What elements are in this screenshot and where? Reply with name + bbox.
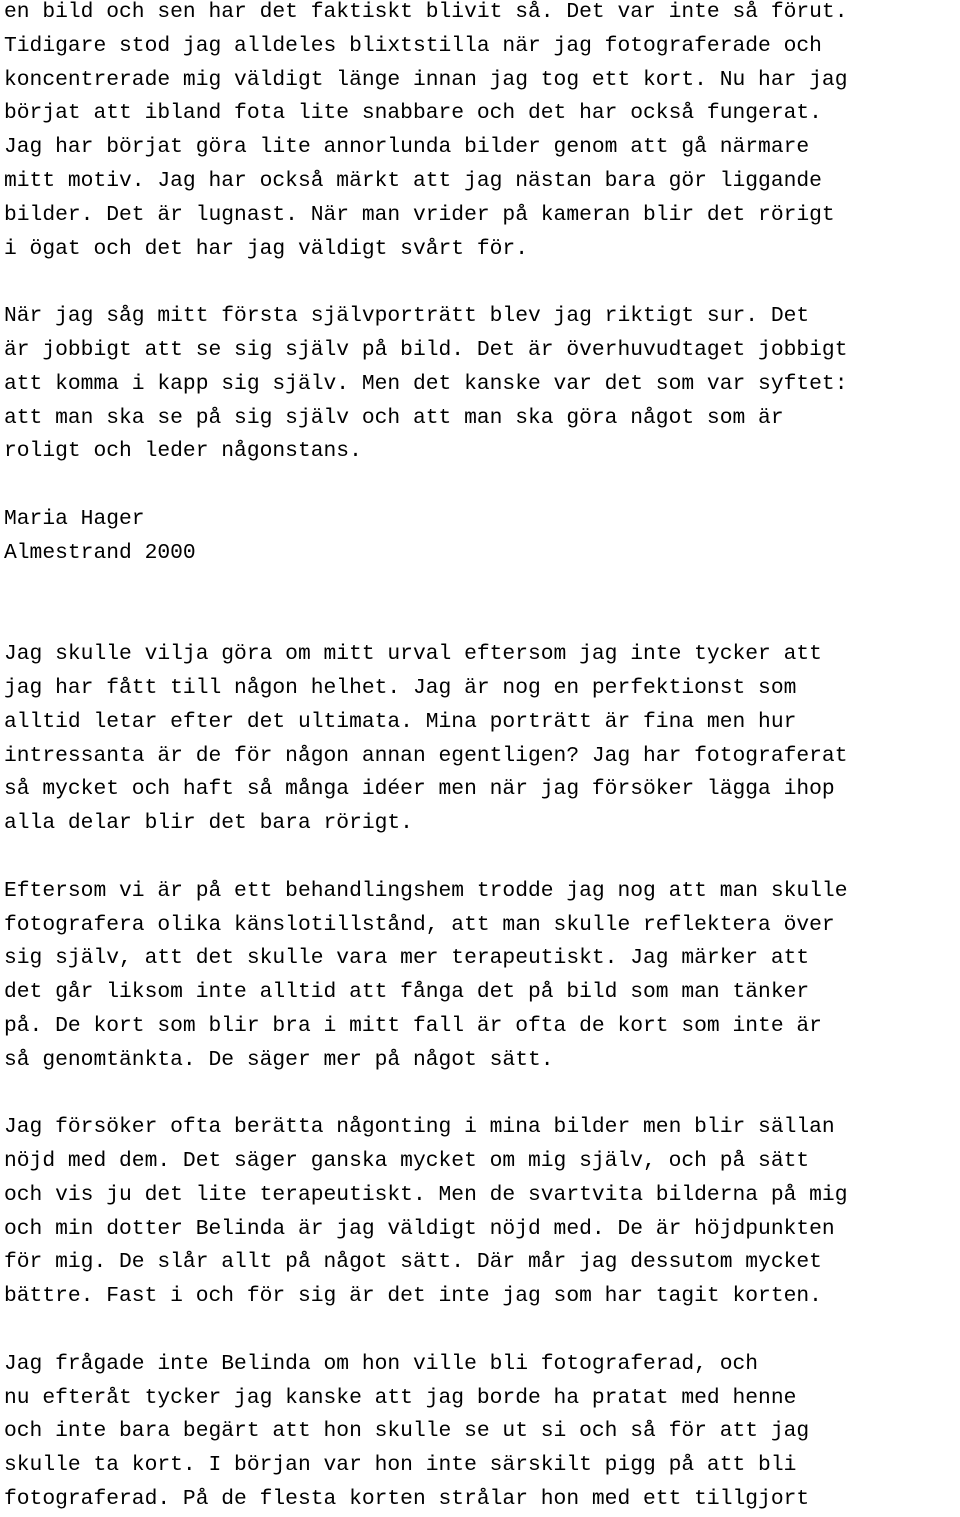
paragraph-storytelling <box>4 1111 960 1314</box>
text-line: för mig. De slår allt på något sätt. Där mår jag dessutom mycket <box>4 1250 822 1275</box>
text-line: Tidigare stod jag alldeles blixtstilla när jag fotograferade och <box>4 33 822 58</box>
text-line: jag har fått till någon helhet. Jag är nog en perfektionst som <box>4 675 797 700</box>
text-line: Jag skulle vilja göra om mitt urval eftersom jag inte tycker att <box>4 642 822 667</box>
text-line: bilder. Det är lugnast. När man vrider på kameran blir det rörigt <box>4 202 835 227</box>
paragraph-self-portrait <box>4 300 960 469</box>
document-page <box>4 0 960 1517</box>
paragraph-spacer <box>4 469 960 503</box>
section-spacer <box>4 571 960 639</box>
text-line: att man ska se på sig själv och att man ska göra något som är <box>4 405 784 430</box>
paragraph-selection <box>4 638 960 841</box>
text-line: intressanta är de för någon annan egentligen? Jag har fotograferat <box>4 743 848 768</box>
text-line: Jag försöker ofta berätta någonting i mina bilder men blir sällan <box>4 1115 835 1140</box>
text-line: det går liksom inte alltid att fånga det på bild som man tänker <box>4 980 810 1005</box>
paragraph-spacer <box>4 841 960 875</box>
text-line: fotografera olika känslotillstånd, att man skulle reflektera över <box>4 912 835 937</box>
text-line: När jag såg mitt första självporträtt blev jag riktigt sur. Det <box>4 304 810 329</box>
author-place-year: Almestrand 2000 <box>4 540 196 565</box>
text-line: sig själv, att det skulle vara mer terapeutiskt. Jag märker att <box>4 946 810 971</box>
text-line: på. De kort som blir bra i mitt fall är ofta de kort som inte är <box>4 1013 822 1038</box>
author-name: Maria Hager <box>4 506 145 531</box>
text-line: Jag frågade inte Belinda om hon ville bli fotograferad, och <box>4 1351 759 1376</box>
text-line: fotograferad. På de flesta korten strålar hon med ett tillgjort <box>4 1487 810 1512</box>
text-line: så mycket och haft så många idéer men när jag försöker lägga ihop <box>4 777 835 802</box>
text-line: alla delar blir det bara rörigt. <box>4 811 413 836</box>
text-line: börjat att ibland fota lite snabbare och det har också fungerat. <box>4 101 822 126</box>
text-line: och min dotter Belinda är jag väldigt nöjd med. De är höjdpunkten <box>4 1216 835 1241</box>
paragraph-belinda <box>4 1348 960 1517</box>
text-line: en bild och sen har det faktiskt blivit så. Det var inte så förut. <box>4 0 848 24</box>
text-line: att komma i kapp sig själv. Men det kanske var det som var syftet: <box>4 371 848 396</box>
text-line: bättre. Fast i och för sig är det inte jag som har tagit korten. <box>4 1284 822 1309</box>
paragraph-spacer <box>4 266 960 300</box>
paragraph-spacer <box>4 1314 960 1348</box>
paragraph-photography-style <box>4 0 960 266</box>
author-signature <box>4 503 960 571</box>
text-line: koncentrerade mig väldigt länge innan jag tog ett kort. Nu har jag <box>4 67 848 92</box>
text-line: Jag har börjat göra lite annorlunda bilder genom att gå närmare <box>4 135 810 160</box>
text-line: nöjd med dem. Det säger ganska mycket om mig själv, och på sätt <box>4 1149 810 1174</box>
paragraph-treatment-home <box>4 875 960 1078</box>
text-line: i ögat och det har jag väldigt svårt för. <box>4 236 528 261</box>
text-line: skulle ta kort. I början var hon inte särskilt pigg på att bli <box>4 1453 797 1478</box>
text-line: är jobbigt att se sig själv på bild. Det är överhuvudtaget jobbigt <box>4 337 848 362</box>
text-line: så genomtänkta. De säger mer på något sätt. <box>4 1047 554 1072</box>
text-line: roligt och leder någonstans. <box>4 439 362 464</box>
paragraph-spacer <box>4 1078 960 1112</box>
text-line: alltid letar efter det ultimata. Mina porträtt är fina men hur <box>4 709 797 734</box>
text-line: mitt motiv. Jag har också märkt att jag nästan bara gör liggande <box>4 168 822 193</box>
text-line: nu efteråt tycker jag kanske att jag borde ha pratat med henne <box>4 1385 797 1410</box>
text-line: Eftersom vi är på ett behandlingshem trodde jag nog att man skulle <box>4 878 848 903</box>
text-line: och vis ju det lite terapeutiskt. Men de svartvita bilderna på mig <box>4 1182 848 1207</box>
text-line: och inte bara begärt att hon skulle se ut si och så för att jag <box>4 1419 810 1444</box>
